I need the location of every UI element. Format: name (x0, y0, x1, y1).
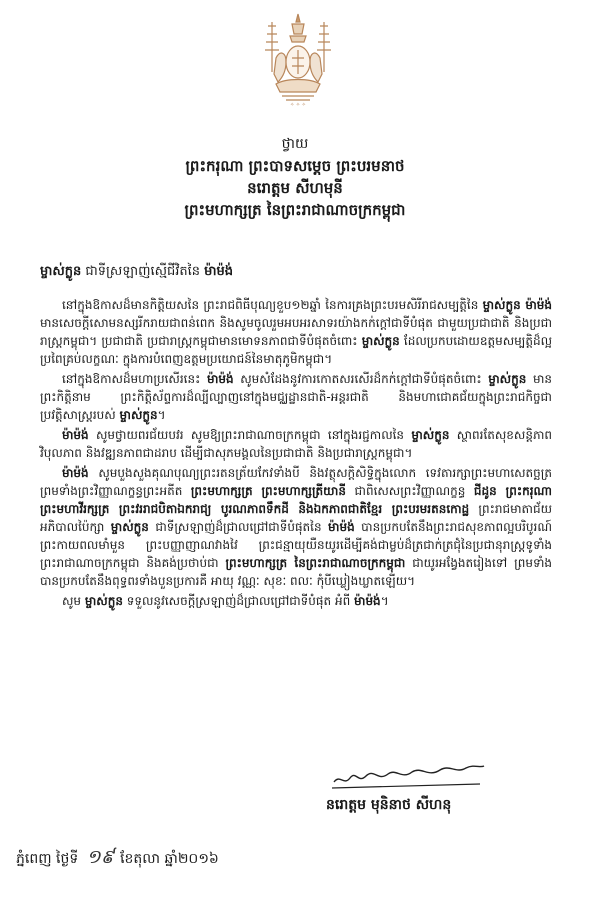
closing-text: ទទួលនូវសេចក្ដីស្រឡាញ់ដ៏ជ្រាលជ្រៅជាទីបំផុត អំពី (122, 594, 355, 608)
paragraph-segment: សូមសំដែងនូវការកោតសរសើរដ៏កក់ក្ដៅជាទីបំផុតចំពោះ (233, 372, 489, 386)
heading-line-1: ថ្វាយ (281, 136, 309, 152)
paragraph-segment: ម៉ាម៉ង់ (328, 520, 355, 534)
paragraph-segment: សូមបួងសួងគុណបុណ្យព្រះរតនត្រ័យកែវទាំងបី និងវត្ថុសក្ដិសិទ្ធិក្នុងលោក ទេវតារក្សាព្រះមហាសេតច្ឆត្រ ព្រមទាំងព្រះវិញ្ញាណក្ខន្ធព្រះអតីត (40, 466, 552, 498)
paragraph-segment: មានព្រះកិត្ដិនាម ព្រះកិត្ដិស័ព្ទការដ៏ល្បីល្បាញនៅក្នុងមជ្ឈដ្ឋានជាតិ-អន្ដរជាតិ និងមហាជោគជ័យក្នុងព្រះរាជកិច្ចជាប្រវត្ដិសាស្ត្ររបស់ (40, 372, 552, 422)
paragraph-segment: បានប្រកបតែនឹងព្រះរាជសុខភាពល្អបរិបូរណ៍ ព្រះកាយពលមាំមួន ព្រះបញ្ញាញាណវាងវៃ ព្រះជន្មាយុយឺនយូរដើម្បីគង់ជាម្លប់ដ៏ត្រជាក់ត្រជុំនៃប្រជានុរាស្ត្រទូទាំងព្រះរាជាណាចក្រកម្ពុជា និងគង់ប្រថាប់ជា (40, 520, 552, 570)
paragraph-segment: ជាពិសេសព្រះវិញ្ញាណក្ខន្ធ (346, 484, 474, 498)
paragraph-segment: ព្រះមហាក្សត្រ នៃព្រះរាជាណាចក្រកម្ពុជា (225, 556, 406, 570)
paragraph-2 (40, 370, 552, 424)
paragraph-segment: នៅក្នុងឱកាសដ៏មហាប្រសើរនេះ (62, 372, 207, 386)
date-city-day: ភ្នំពេញ ថ្ងៃទី (16, 851, 79, 867)
letter-body (40, 263, 552, 610)
salutation-text: ជាទីស្រឡាញ់ស្មើជីវិតនៃ (81, 264, 205, 279)
date-month-year: ខែតុលា ឆ្នាំ២០១៦ (120, 851, 219, 867)
paragraph-segment: ដែលប្រកបដោយឧត្ដមសម្បត្តិដ៏ល្អប្រពៃគ្រប់លក្ខណៈ ក្នុងការបំពេញឧត្ដមប្រយោជន៍នៃមាតុភូមិកម្ពុជា។ (40, 334, 552, 366)
heading-line-2: ព្រះករុណា ព្រះបាទសម្ដេច ព្រះបរមនាថ (185, 157, 405, 175)
paragraph-segment: មានសេចក្ដីសោមនស្សរីករាយជាពន់ពេក និងសូមចូលរួមអបអរសាទរយ៉ាងកក់ក្ដៅជាទីបំផុត ជាមួយប្រជាជាតិ និងប្រជារាស្ត្រកម្ពុជា។ ប្រជាជាតិ ប្រជារាស្ត្រកម្ពុជាមានមោទនភាពជាទីបំផុតចំពោះ (40, 316, 552, 348)
paragraph-3 (40, 426, 552, 462)
paragraph-segment: សូមថ្វាយពរជ័យបវរ សូមឱ្យព្រះរាជាណាចក្រកម្ពុជា នៅក្នុងរជ្ជកាលនៃ (88, 428, 412, 442)
paragraph-segment: ម្ចាស់ក្លូន (361, 334, 400, 348)
closing-prefix: សូម (62, 594, 85, 608)
salutation-name: ម្ចាស់ក្លូន (40, 264, 82, 279)
paragraph-segment: ម្ចាស់ក្លូន (110, 520, 149, 534)
heading-line-4: ព្រះមហាក្សត្រ នៃព្រះរាជាណាចក្រកម្ពុជា (184, 201, 406, 219)
paragraph-4 (40, 464, 552, 590)
salutation-mother: ម៉ាម៉ង់ (204, 264, 234, 279)
date-line (16, 845, 219, 873)
paragraph-segment: ម៉ាម៉ង់ (62, 466, 89, 480)
paragraph-segment: ។ (157, 408, 166, 422)
paragraph-segment: ព្រះរាជមាតាជ័យអភិបាលប៉ៃក្សា (40, 502, 552, 534)
paragraph-segment: ម្ចាស់ក្លូន ម៉ាម៉ង់ (482, 298, 552, 312)
paragraph-segment: ម្ចាស់ក្លូន (411, 428, 450, 442)
paragraph-segment: ម៉ាម៉ង់ (206, 372, 234, 386)
royal-arms-icon (262, 12, 334, 108)
paragraph-segment: ជាយូរអង្វែងតរៀងទៅ ព្រមទាំងបានប្រកបតែនឹងពុទ្ធពរទាំងបួនប្រការគឺ អាយុ វណ្ណៈ សុខៈ ពលៈ កុំបីឃ្លៀងឃ្លាតឡើយ។ (40, 556, 552, 588)
paragraph-segment: ម្ចាស់ក្លូន (488, 372, 527, 386)
letter-heading (0, 133, 590, 221)
closing-name: ម្ចាស់ក្លូន (84, 594, 123, 608)
paragraph-1 (40, 296, 552, 368)
closing-end: ។ (380, 594, 389, 608)
paragraph-segment: ម្ចាស់ក្លូន (119, 408, 158, 422)
paragraph-segment: ស្ថាពរតែសុខសន្ដិភាព វិបុលភាព និងវឌ្ឍនភាពជាដរាប ដើម្បីជាសុភមង្គលនៃប្រជាជាតិ និងប្រជារាស្ត្រកម្ពុជា។ (40, 428, 552, 460)
paragraph-segment: នៅក្នុងឱកាសដ៏មានកិត្ដិយសនៃ ព្រះរាជពិធីបុណ្យខួប១២ឆ្នាំ នៃការគ្រងព្រះបរមសិរីរាជសម្បត្តិនៃ (62, 298, 483, 312)
date-day-handwritten: ១៩ (86, 846, 115, 868)
salutation (40, 263, 552, 282)
paragraph-segment: ជាទីស្រឡាញ់ដ៏ជ្រាលជ្រៅជាទីបំផុតនៃ (148, 520, 329, 534)
handwritten-signature-icon (330, 756, 490, 794)
paragraph-segment: ជីដូន ព្រះករុណា ព្រះមហាវីរក្សត្រ ព្រះវររាជបិតាឯករាជ្យ បូរណភាពទឹកដី និងឯកភាពជាតិខ្មែរ ព្រះបរមរតនកោដ្ឋ (40, 484, 552, 516)
closing-line (40, 592, 552, 610)
paragraph-segment: ម៉ាម៉ង់ (62, 428, 89, 442)
svg-text:✧ ✧ ✧: ✧ ✧ ✧ (290, 102, 306, 108)
signer-name: នរោត្តម មុនិនាថ សីហនុ (326, 797, 452, 813)
heading-line-3: នរោត្ដម សីហមុនី (247, 179, 343, 197)
closing-mother: ម៉ាម៉ង់ (354, 594, 381, 608)
paragraph-segment: ព្រះមហាក្សត្រ ព្រះមហាក្សត្រីយានី (190, 484, 346, 498)
